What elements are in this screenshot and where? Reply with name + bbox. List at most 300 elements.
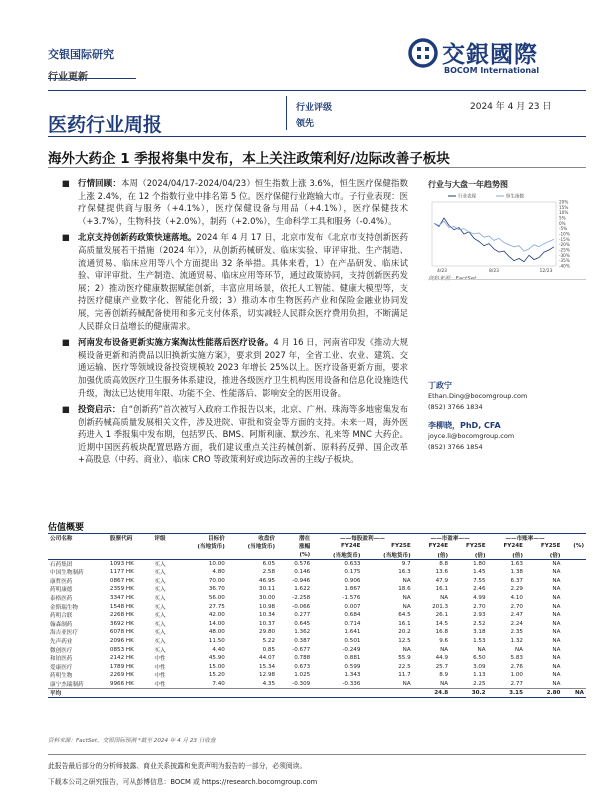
y-tick-label: 20% [559,199,569,205]
table-cell: 爱康医疗 [50,664,73,671]
sub-pb24: FY24E [503,543,523,550]
y-tick-label: -20% [559,242,570,248]
table-cell: 3.18 [473,629,486,636]
firm-name: 交银国际研究 [48,48,114,61]
table-cell: 买入 [154,638,166,645]
table-row [48,637,586,646]
table-cell: 买入 [154,595,166,602]
x-tick-label: 4/23 [436,269,448,274]
table-cell: 1.00 [510,672,523,679]
table-cell: 70.00 [208,577,225,584]
sub-yield: (%) [573,543,584,550]
estimates-table [48,533,586,698]
bullet-market-review [48,177,408,227]
col-rating: 评级 [152,534,176,543]
table-cell: 买入 [154,630,166,637]
table-row [48,680,586,689]
banner-top-rule [48,90,586,91]
table-cell: 6.05 [262,560,276,567]
series-line-market [434,221,554,251]
sub-fy25: FY25E [391,543,411,550]
table-cell: 27.75 [208,603,225,610]
table-cell: 1.45 [473,569,486,576]
table-cell: 14.00 [208,620,225,627]
y-tick-label: -25% [559,247,570,253]
table-subheader-row [48,542,586,551]
table-cell: 2096 HK [109,637,134,644]
table-cell: 翰森制药 [50,621,73,628]
col-eps: ——每股盈利—— [312,534,412,543]
y-tick-label: 5% [559,215,566,221]
table-cell: 45.90 [208,655,225,662]
table-cell: 6.37 [510,577,523,584]
table-cell: 7.40 [212,680,225,687]
table-cell: 48.00 [208,629,225,636]
table-cell: 2.70 [510,603,523,610]
banner-divider [286,96,287,130]
table-cell: NA [552,655,561,662]
table-cell: 2.25 [473,680,486,687]
table-cell: 4.80 [212,569,225,576]
table-cell: NA [552,672,561,679]
table-row [48,585,586,594]
table-cell: 18.6 [398,586,411,593]
unit-pe24: (倍) [413,551,450,560]
table-cell: NA [552,612,561,619]
table-cell: 15.34 [259,663,276,670]
bullet-beijing-policy [48,231,408,332]
sub-upside: 涨幅 [299,544,311,551]
table-cell: 11.50 [208,637,225,644]
avg-yield: NA [562,688,586,697]
table-cell: 2.77 [510,680,523,687]
chart-source [428,274,476,282]
table-cell: 2142 HK [109,655,134,662]
table-cell: 2.47 [510,612,523,619]
sidebar-rule [428,279,586,280]
table-cell: 16.1 [435,586,449,593]
table-cell: 16.1 [398,620,411,627]
table-cell: 1.343 [344,672,361,679]
col-pe: ——市盈率—— [413,534,488,543]
table-cell: 64.5 [398,612,411,619]
table-cell: 药明合联 [50,613,73,620]
table-cell: 2.35 [510,629,523,636]
table-cell: 0.599 [344,663,361,670]
table-cell: 5.83 [510,655,523,662]
y-tick-label: -35% [559,258,570,264]
table-cell: 1.32 [510,637,523,644]
table-cell: 1.53 [473,637,486,644]
bullet-bold: 河南发布设备更新实施方案淘汰性能落后医疗设备。 [78,337,274,348]
table-cell: 0.645 [294,620,311,627]
col-target: 目标价 [177,534,227,543]
table-row [48,576,586,585]
table-cell: 4.35 [262,680,276,687]
table-cell: NA [477,646,486,653]
table-row [48,654,586,663]
estimates-title: 估值概要 [48,523,85,533]
bullet-bold: 北京支持创新药政策快速落地。 [78,232,197,243]
table-cell: NA [552,594,561,601]
rating-label: 行业评级 [296,103,333,113]
table-cell: 中国生物制药 [50,570,84,577]
table-cell: NA [552,577,561,584]
table-cell: 15.20 [208,672,225,679]
table-cell: 2268 HK [109,612,134,619]
table-cell: 7.55 [473,577,486,584]
table-cell: 1.641 [344,629,361,636]
analyst-name: 丁政宁 [428,381,452,390]
x-tick-label: 12/23 [539,269,553,274]
table-cell: 0.633 [344,560,361,567]
table-cell: NA [402,594,411,601]
table-cell: 0.175 [344,569,361,576]
table-cell: 药明康德 [50,587,73,594]
analyst-phone: (852) 3766 1834 [428,403,483,411]
table-source: 资料来源：FactSet，交银国际预测 *截至 2024 年 4 月 23 日收盘 [48,738,216,744]
page-title: 医药行业周报 [48,114,163,136]
table-cell: 中性 [154,656,166,663]
unit-pe25: (倍) [450,551,487,560]
col-upside: 潜在 [277,534,312,543]
table-cell: 买入 [154,561,166,568]
logo-english: BOCOM International [444,66,540,75]
table-cell: 5.22 [262,637,276,644]
bullet-text: 自“创新药”首次被写入政府工作报告以来，北京、广州、珠海等多地密集发布创新药械高质量发展相关文件，涉及进院、审批和资金等方面的支持。未来一周，海外医药进入 1 季报集中发布期，包括罗氏、BMS、阿斯利康、默沙东、礼来等 MNC 大药企。近期中国医药板块配置思路方面，我们建议重点关注药械创新、原料药反弹、国企改革+高股息（中药、商业）、临床 CRO 等政策利好或边际改善的主线/子板块。 [78,404,409,465]
table-cell: 9.6 [439,637,449,644]
table-cell: 买入 [154,578,166,585]
bullet-text: 4 月 16 日，河南省印发《推动大规模设备更新和消费品以旧换新实施方案》，要求到 2027 年，全省工业、农业、建筑、交通运输、医疗等领域设备投资规模较 2023 年增长 25%以上。医疗设备更新方面，要求加强优质高效医疗卫生服务体系建设，推进各级医疗卫生机构医用设备和信息化设施迭代升级，淘汰已达使用年限、功能不全、性能落后、影响安全的医用设备。 [78,337,408,398]
table-cell: 4.10 [510,594,523,601]
bullet-dot-icon: ■ [62,337,70,348]
table-row [48,645,586,654]
table-cell: 20.2 [398,629,411,636]
bocom-logo [408,36,578,80]
table-cell: 1.362 [294,629,311,636]
table-row [48,568,586,577]
col-pb: ——市账率—— [488,534,563,543]
table-cell: 30.11 [259,586,276,593]
table-cell: 买入 [154,647,166,654]
table-cell: 6.50 [473,655,486,662]
table-cell: 买入 [154,621,166,628]
table-cell: 1.867 [344,586,361,593]
table-cell: 201.3 [432,603,449,610]
sub-pb25: FY25E [540,543,561,550]
table-cell: 42.00 [208,612,225,619]
table-cell: NA [552,663,561,670]
table-cell: 10.37 [259,620,276,627]
table-cell: 16.3 [398,569,411,576]
table-cell: 2.52 [473,620,486,627]
col-close: 收盘价 [227,534,277,543]
table-cell: 0.684 [344,612,361,619]
table-cell: 2.24 [510,620,523,627]
table-row [48,602,586,611]
table-cell: NA [552,620,561,627]
avg-pe24: 24.8 [413,688,450,697]
table-cell: 0.673 [294,663,311,670]
table-cell: 22.5 [398,663,411,670]
table-cell: 8.9 [439,672,449,679]
table-row [48,619,586,628]
table-cell: NA [514,646,523,653]
chart-frame [432,202,556,266]
table-cell: 泰格医药 [50,595,73,602]
table-cell: 中性 [154,673,166,680]
table-cell: -0.336 [342,680,361,687]
table-cell: 1.025 [294,672,311,679]
y-tick-label: 15% [559,204,569,210]
table-cell: 4.40 [212,646,225,653]
table-cell: 47.9 [435,577,449,584]
sub-pe24: FY24E [428,543,449,550]
y-tick-label: -15% [559,236,570,242]
table-cell: 2.29 [510,586,523,593]
bullet-text: 本周（2024/04/17-2024/04/23）恒生指数上涨 3.6%，恒生医疗保健指数上涨 2.4%，在 12 个指数行业中排名第 5 位。医疗保健行业跑输大市。子行业表现：医疗保健提供商与服务（+4.1%），医疗保健设备与用品（+4.1%），医疗保健技术（+3.7%），生物科技（+2.0%），制药（+2.0%），生命科学工具和服务（-0.4%）。 [78,178,408,226]
table-cell: -2.258 [292,594,311,601]
analyst-name: 李柳晓，PhD, CFA [428,421,501,430]
table-cell: NA [402,603,411,610]
table-cell: 2.70 [473,603,486,610]
table-cell: NA [552,569,561,576]
summary-bullets [48,177,408,470]
table-cell: 微创医疗 [50,647,73,654]
table-cell: 0.906 [344,577,361,584]
table-cell: 0.277 [294,612,311,619]
unit-eps25: (当地货币) [362,551,412,560]
table-cell: 15.00 [208,663,225,670]
avg-pb24: 3.15 [488,688,525,697]
bullet-dot-icon: ■ [62,404,70,415]
table-cell: 0.007 [344,603,361,610]
table-row [48,662,586,671]
table-cell: 1.13 [473,672,486,679]
table-cell: 2.76 [510,663,523,670]
table-cell: NA [552,560,561,567]
x-tick-label: 8/23 [488,269,500,274]
col-ticker: 股票代码 [108,534,152,543]
bullet-bold: 投资启示： [78,404,121,415]
table-cell: 1.63 [510,560,523,567]
avg-pe25: 30.2 [450,688,487,697]
sub-close: (当地货币) [247,544,276,551]
table-cell: 石药集团 [50,561,73,568]
table-cell: 10.00 [208,560,225,567]
table-cell: 0.501 [344,637,361,644]
table-cell: 海吉亚医疗 [50,630,78,637]
report-type [48,68,114,83]
trend-chart [428,190,586,274]
table-cell: -1.576 [342,594,361,601]
table-cell: 2.46 [473,586,486,593]
table-cell: 1093 HK [109,560,134,567]
table-cell: 0.881 [344,655,361,662]
sub-fy24: FY24E [340,543,361,550]
table-cell: 康哲医药 [50,578,73,585]
header-rule [48,78,136,79]
unit-upside: (%) [277,551,312,560]
table-cell: 2.93 [473,612,486,619]
report-date: 2024 年 4 月 23 日 [470,102,552,112]
bullet-bold: 行情回顾： [78,178,121,188]
table-cell: -0.677 [292,646,311,653]
table-cell: 0853 HK [109,646,134,653]
table-row [48,611,586,620]
table-cell: 10.34 [259,612,276,619]
table-cell: 36.70 [208,586,225,593]
table-cell: 买入 [154,604,166,611]
table-cell: 金斯瑞生物 [50,604,78,611]
table-cell: NA [402,577,411,584]
sub-pe25: FY25E [466,543,486,550]
analyst-2 [428,420,514,453]
analyst-phone: (852) 3766 1854 [428,443,483,451]
table-row [48,594,586,603]
y-tick-label: -5% [559,226,568,232]
bullet-dot-icon: ■ [62,178,70,188]
table-cell: 2269 HK [109,672,134,679]
table-cell: 9.7 [401,560,411,567]
table-cell: 12.98 [259,672,276,679]
table-cell: 10.98 [259,603,276,610]
table-cell: 0.788 [294,655,311,662]
table-cell: 1548 HK [109,603,134,610]
y-tick-label: -10% [559,231,570,237]
bullet-dot-icon: ■ [62,232,70,243]
headline-rule [48,167,586,168]
table-cell: 56.00 [208,594,225,601]
bocom-logo-icon [408,38,438,68]
table-cell: 13.6 [435,569,449,576]
table-cell: 26.1 [435,612,449,619]
table-cell: 中性 [154,681,166,688]
table-cell: 25.7 [435,663,449,670]
table-cell: 3347 HK [109,594,134,601]
table-unit-row [48,551,586,560]
table-cell: 0.387 [294,637,311,644]
table-cell: NA [440,646,449,653]
table-cell: 0.576 [294,560,311,567]
table-cell: 9966 HK [109,680,134,687]
analyst-email[interactable]: Ethan.Ding@bocomgroup.com [428,392,528,400]
table-row [48,628,586,637]
table-cell: 44.9 [435,655,449,662]
table-row [48,671,586,680]
table-cell: 和铂医药 [50,656,73,663]
legend-label: 恒生指数 [506,194,524,200]
table-cell: 30.00 [259,594,276,601]
table-cell: -0.309 [292,680,311,687]
unit-pb25: (倍) [525,551,562,560]
rating-value: 领先 [296,119,315,129]
table-cell: NA [402,646,411,653]
table-cell: NA [552,586,561,593]
analyst-email[interactable]: joyce.li@bocomgroup.com [428,432,515,440]
bullet-investment-view [48,403,408,466]
table-cell: NA [552,629,561,636]
table-cell: 0.714 [344,620,361,627]
table-cell: NA [552,680,561,687]
avg-label: 平均 [48,688,108,697]
bullet-text: 2024 年 4 月 17 日，北京市发布《北京市支持创新医药高质量发展若干措施（2024 年）》，从创新药械研发、临床实验、审评审批、生产制造、流通贸易、临床应用等八个方面提出 32 条举措。具体来看，1）在产品研发、临床试验、审评审批、生产制造、流通贸易、临床应用等环节，通过政策协同，支持创新医药发展；2）推动医疗健康数据赋能创新，丰富应用场景，依托人工智能、健康大模型等，支持医疗健康产业数字化、智能化升级；3）推动本市生物医药产业和保险金融业协同发展，完善创新药械配备使用和多元支付体系，切实减轻人民群众医疗费用负担，不断满足人民群众日益增长的健康需求。 [78,232,408,331]
table-cell: 0.146 [294,569,311,576]
table-cell: 8.8 [439,560,449,567]
table-cell: NA [552,637,561,644]
y-tick-label: 0% [559,220,566,226]
unit-pb24: (倍) [488,551,525,560]
table-cell: 46.95 [259,577,276,584]
table-cell: 4.99 [473,594,486,601]
banner-bottom-rule [48,136,586,137]
table-cell: 药明生物 [50,673,73,680]
series-line-industry [434,218,554,262]
table-cell: 55.9 [398,655,411,662]
y-tick-label: -40% [559,263,570,269]
table-average-row [48,688,586,697]
table-cell: NA [440,680,449,687]
table-cell: 买入 [154,587,166,594]
footer-rule [48,754,586,755]
table-cell: 1.38 [510,569,523,576]
table-cell: 3692 HK [109,620,134,627]
table-cell: 买入 [154,570,166,577]
table-cell: -0.946 [292,577,311,584]
table-cell: 买入 [154,613,166,620]
table-cell: 44.07 [259,655,276,662]
table-cell: NA [440,594,449,601]
table-cell: 先声药业 [50,638,73,645]
col-company: 公司名称 [48,534,108,543]
table-cell: 1.80 [473,560,486,567]
table-cell: NA [552,603,561,610]
analyst-1 [428,380,527,413]
chart-title: 行业与大盘一年趋势图 [428,180,508,189]
table-cell: 11.7 [398,672,411,679]
y-tick-label: -30% [559,252,570,258]
table-cell: 16.8 [435,629,449,636]
table-cell: NA [552,646,561,653]
download-line[interactable]: 下载本公司之研究报告，可从彭博信息：BOCM 或 https://research.bocomgroup.com [48,778,318,786]
table-cell: NA [402,680,411,687]
table-cell: 康宁杰瑞制药 [50,681,84,688]
table-cell: 6078 HK [109,629,134,636]
table-cell: 12.5 [398,637,411,644]
table-cell: 0.85 [262,646,276,653]
table-cell: 14.5 [435,620,449,627]
table-cell: 2.58 [262,569,276,576]
avg-pb25: 2.80 [525,688,562,697]
logo-chinese: 交銀國際 [442,42,538,68]
table-cell: 1.622 [294,586,311,593]
unit-eps24: (当地货币) [312,551,362,560]
table-cell: 3.09 [473,663,486,670]
table-header-row [48,534,586,543]
report-headline: 海外大药企 1 季报将集中发布，本上关注政策利好/边际改善子板块 [48,151,450,167]
table-cell: 1177 HK [109,569,134,576]
disclaimer-line: 此报告最后部分的分析师披露、商业关系披露和免责声明为报告的一部分，必须阅读。 [48,762,307,770]
table-row [48,559,586,568]
table-cell: 0867 HK [109,577,134,584]
bullet-henan-equipment [48,336,408,399]
y-tick-label: 10% [559,210,569,216]
table-cell: 1789 HK [109,663,134,670]
legend-label: 行业表现 [458,194,476,200]
table-cell: 29.80 [259,629,276,636]
table-cell: -0.249 [342,646,361,653]
sub-target: (当地货币) [197,544,225,551]
